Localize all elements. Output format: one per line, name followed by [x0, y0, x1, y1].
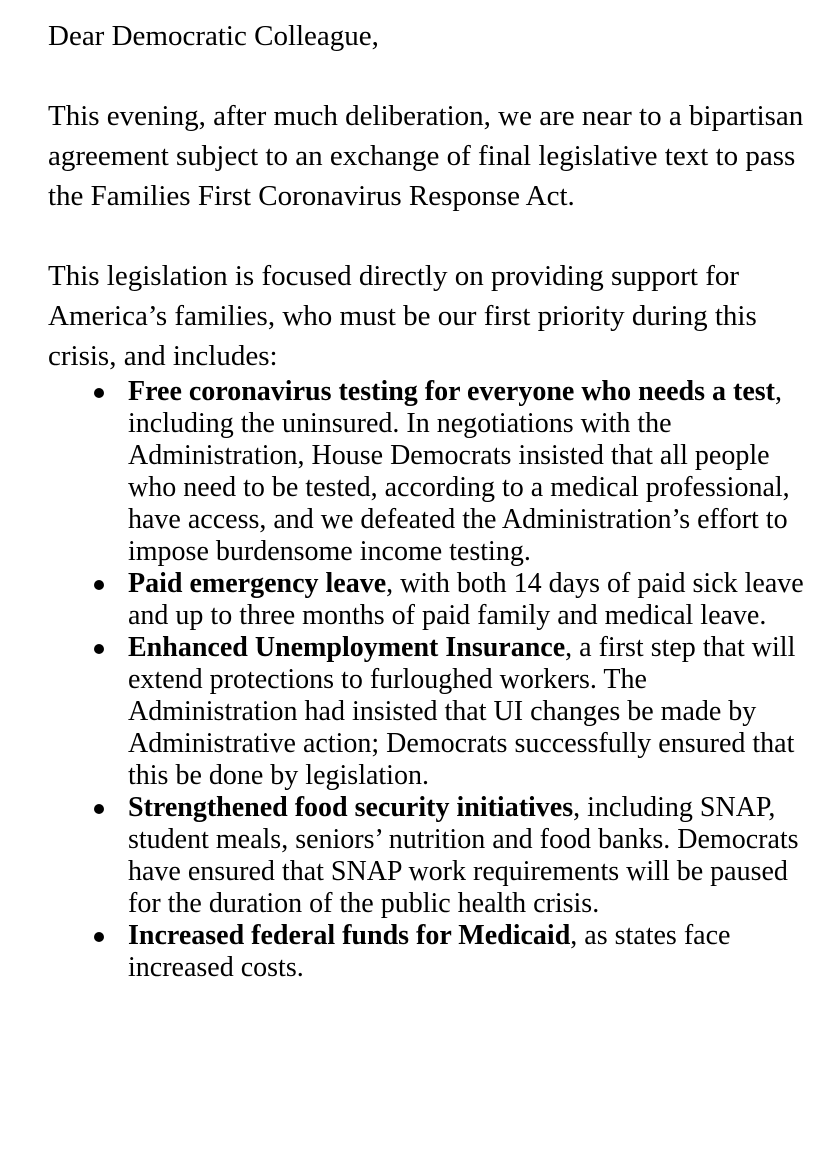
bullet-icon: [94, 932, 104, 942]
salutation: Dear Democratic Colleague,: [48, 20, 379, 52]
provisions-list: [48, 376, 808, 984]
bullet-icon: [94, 580, 104, 590]
list-item-food-security: [48, 792, 808, 920]
bullet-text: , as states face increased costs.: [128, 920, 731, 983]
bullet-heading: Strengthened food security initiatives: [128, 792, 574, 823]
bullet-text: , including the uninsured. In negotiations with the Administration, House Democrats insisted that all people who need to be tested, according to a medical professional, have access, and we defeated the Administration’s effort to impose burdensome income testing.: [128, 376, 790, 567]
focus-paragraph: This legislation is focused directly on providing support for America’s families, who must be our first priority during this crisis, and includes:: [48, 260, 757, 372]
bullet-heading: Increased federal funds for Medicaid: [128, 920, 571, 951]
list-item-medicaid: [48, 920, 808, 984]
bullet-heading: Free coronavirus testing for everyone who needs a test: [128, 376, 775, 407]
list-item-paid-leave: [48, 568, 808, 632]
bullet-icon: [94, 804, 104, 814]
intro-paragraph: This evening, after much deliberation, we are near to a bipartisan agreement subject to an exchange of final legislative text to pass the Families First Coronavirus Response Act.: [48, 100, 804, 212]
bullet-text: , with both 14 days of paid sick leave and up to three months of paid family and medical leave.: [128, 568, 804, 631]
bullet-heading: Paid emergency leave: [128, 568, 387, 599]
bullet-heading: Enhanced Unemployment Insurance: [128, 632, 566, 663]
list-item-unemployment: [48, 632, 808, 792]
list-item-testing: [48, 376, 808, 568]
bullet-icon: [94, 388, 104, 398]
bullet-icon: [94, 644, 104, 654]
letter-page: [48, 16, 808, 984]
bullet-text: , a first step that will extend protections to furloughed workers. The Administration had insisted that UI changes be made by Administrative action; Democrats successfully ensured that this be done by legislation.: [128, 632, 796, 791]
bullet-text: , including SNAP, student meals, seniors’ nutrition and food banks. Democrats have ensured that SNAP work requirements will be paused for the duration of the public health crisis.: [128, 792, 799, 919]
